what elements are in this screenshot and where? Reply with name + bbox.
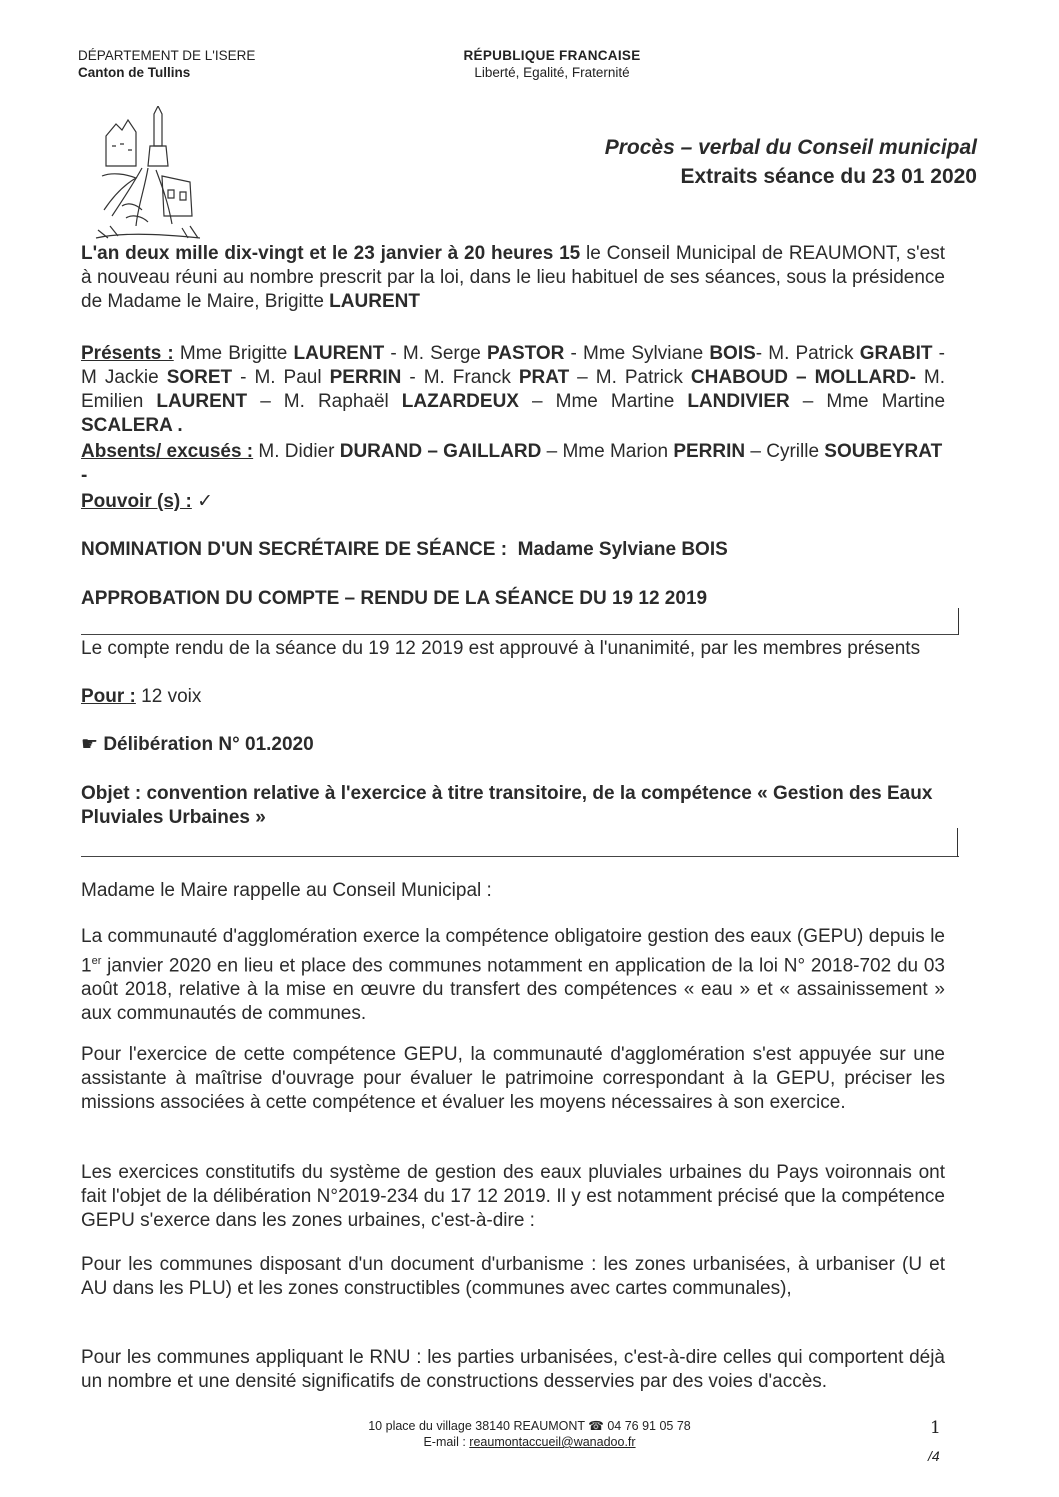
page-total: /4 (928, 1448, 940, 1464)
body-paragraph: Pour l'exercice de cette compétence GEPU, la communauté d'agglomération s'est appuyée sur une assistante à maîtrise d'ouvrage pour évaluer le patrimoine correspondant à la GEPU, préciser les missions associées à cette compétence et évaluer les moyens nécessaires à son exercice. (81, 1044, 945, 1113)
body-text: La communauté d'agglomération exerce la compétence obligatoire gestion des eaux (GEPU) depuis le 1 (81, 926, 945, 977)
footer-email-link[interactable]: reaumontaccueil@wanadoo.fr (469, 1435, 636, 1449)
member-name: SOUBEYRAT - (81, 441, 943, 486)
attendance-presents (81, 342, 945, 438)
presents-list (81, 343, 945, 436)
department-header (78, 47, 255, 81)
intro-text: le Conseil Municipal de REAUMONT, s'est à nouveau réuni au nombre prescrit par la loi, dans le lieu habituel de ses séances, sous la présidence de Madame le Maire, Brigitte (81, 243, 945, 312)
republic-motto: Liberté, Egalité, Fraternité (474, 65, 630, 80)
title-line-1: Procès – verbal du Conseil municipal (604, 136, 977, 159)
pour-label: Pour : (81, 686, 136, 707)
intro-date: L'an deux mille dix-vingt et le 23 janvier à 20 heures 15 (81, 243, 581, 264)
member-name: LAURENT (293, 343, 385, 364)
body-text: janvier 2020 en lieu et place des communes notamment en application de la loi N° 2018-702 du 03 août 2018, relative à la mise en œuvre du transfert des compétences « eau » et « assainissement » aux communautés de communes. (81, 955, 945, 1025)
pouvoir-line (81, 490, 945, 514)
member-name: BOIS (709, 343, 756, 364)
member-name: SORET (166, 367, 233, 388)
republic-header (452, 47, 652, 81)
member-title: – Mme Marion (541, 441, 674, 462)
section-divider (81, 634, 959, 635)
nomination-line (81, 538, 945, 562)
deliberation-label: Délibération N° 01.2020 (103, 734, 314, 755)
nomination-label: NOMINATION D'UN SECRÉTAIRE DE SÉANCE : (81, 539, 508, 560)
page-number: 1 (930, 1418, 941, 1438)
body-paragraph: Madame le Maire rappelle au Conseil Municipal : (81, 880, 492, 901)
member-title: – Mme Martine (518, 391, 688, 412)
member-name: GRABIT (859, 343, 933, 364)
village-church-drawing-icon (92, 106, 204, 246)
member-name: PASTOR (486, 343, 565, 364)
member-title: - Mme Sylviane (564, 343, 710, 364)
document-title (605, 133, 977, 191)
canton-name: Canton de Tullins (78, 65, 191, 80)
approbation-text: Le compte rendu de la séance du 19 12 2019 est approuvé à l'unanimité, par les membres présents (81, 638, 921, 659)
member-title: – M. Patrick (569, 367, 691, 388)
member-name: LAZARDEUX (401, 391, 519, 412)
footer-email-line (0, 1434, 1059, 1450)
pouvoir-label: Pouvoir (s) : (81, 491, 192, 512)
member-title: M. Didier (253, 441, 340, 462)
absents-label: Absents/ excusés : (81, 441, 254, 462)
member-title: – Cyrille (745, 441, 825, 462)
member-name: PERRIN (329, 367, 402, 388)
member-title: - M. Franck (401, 367, 519, 388)
section-divider-bar (957, 828, 958, 857)
member-title: – M. Raphaël (247, 391, 402, 412)
attendance-absents (81, 440, 945, 488)
republic-name: RÉPUBLIQUE FRANCAISE (463, 48, 641, 63)
title-line-2: Extraits séance du 23 01 2020 (680, 165, 977, 188)
member-title: - M. Paul (232, 367, 330, 388)
member-name: LANDIVIER (687, 391, 790, 412)
deliberation-heading (81, 733, 945, 757)
body-paragraph: Les exercices constitutifs du système de gestion des eaux pluviales urbaines du Pays voironnais ont fait l'objet de la délibération N°2019-234 du 17 12 2019. Il y est notamment précisé que la compétence GEPU s'exerce dans les zones urbaines, c'est-à-dire : (81, 1162, 945, 1231)
deliberation-objet: Objet : convention relative à l'exercice à titre transitoire, de la compétence « Gestion des Eaux Pluviales Urbaines » (81, 783, 933, 828)
member-name: PRAT (518, 367, 570, 388)
department-name: DÉPARTEMENT DE L'ISERE (78, 48, 256, 63)
member-title: - M. Serge (384, 343, 487, 364)
body-paragraph (81, 925, 945, 1026)
presents-label: Présents : (81, 343, 174, 364)
footer-contact-line (0, 1418, 1059, 1434)
member-name: DURAND – GAILLARD (339, 441, 542, 462)
footer-email-label: E-mail : (423, 1435, 466, 1449)
member-title: - M. Patrick (755, 343, 860, 364)
telephone-icon: ☎ (588, 1419, 604, 1433)
section-divider (81, 856, 959, 857)
member-name: PERRIN (673, 441, 746, 462)
member-name: SCALERA . (81, 415, 183, 436)
member-name: CHABOUD – MOLLARD- (690, 367, 916, 388)
member-title: - M Jackie (81, 343, 945, 388)
member-name: LAURENT (156, 391, 248, 412)
footer-address: 10 place du village 38140 REAUMONT (368, 1419, 585, 1433)
pointing-hand-icon: ☛ (81, 734, 99, 755)
approbation-heading: APPROBATION DU COMPTE – RENDU DE LA SÉANCE DU 19 12 2019 (81, 588, 708, 609)
footer-phone: 04 76 91 05 78 (607, 1419, 691, 1433)
intro-paragraph (81, 242, 945, 314)
page-footer (0, 1418, 1059, 1450)
pouvoir-value: ✓ (191, 491, 214, 512)
member-title: Mme Brigitte (173, 343, 294, 364)
member-title: M. Emilien (81, 367, 946, 412)
superscript: er (91, 955, 102, 967)
member-title: – Mme Martine (789, 391, 946, 412)
body-paragraph: Pour les communes appliquant le RNU : les parties urbanisées, c'est-à-dire celles qui comportent déjà un nombre et une densité significatifs de constructions desservies par des voies d'accès. (81, 1347, 945, 1392)
pour-value: 12 voix (135, 686, 202, 707)
intro-mayor-name: LAURENT (329, 291, 420, 312)
section-divider-bar (958, 608, 959, 635)
nomination-value: Madame Sylviane BOIS (517, 539, 728, 560)
approbation-vote (81, 685, 945, 709)
body-paragraph: Pour les communes disposant d'un document d'urbanisme : les zones urbanisées, à urbaniser (U et AU dans les PLU) et les zones constructibles (communes avec cartes communales), (81, 1254, 945, 1299)
